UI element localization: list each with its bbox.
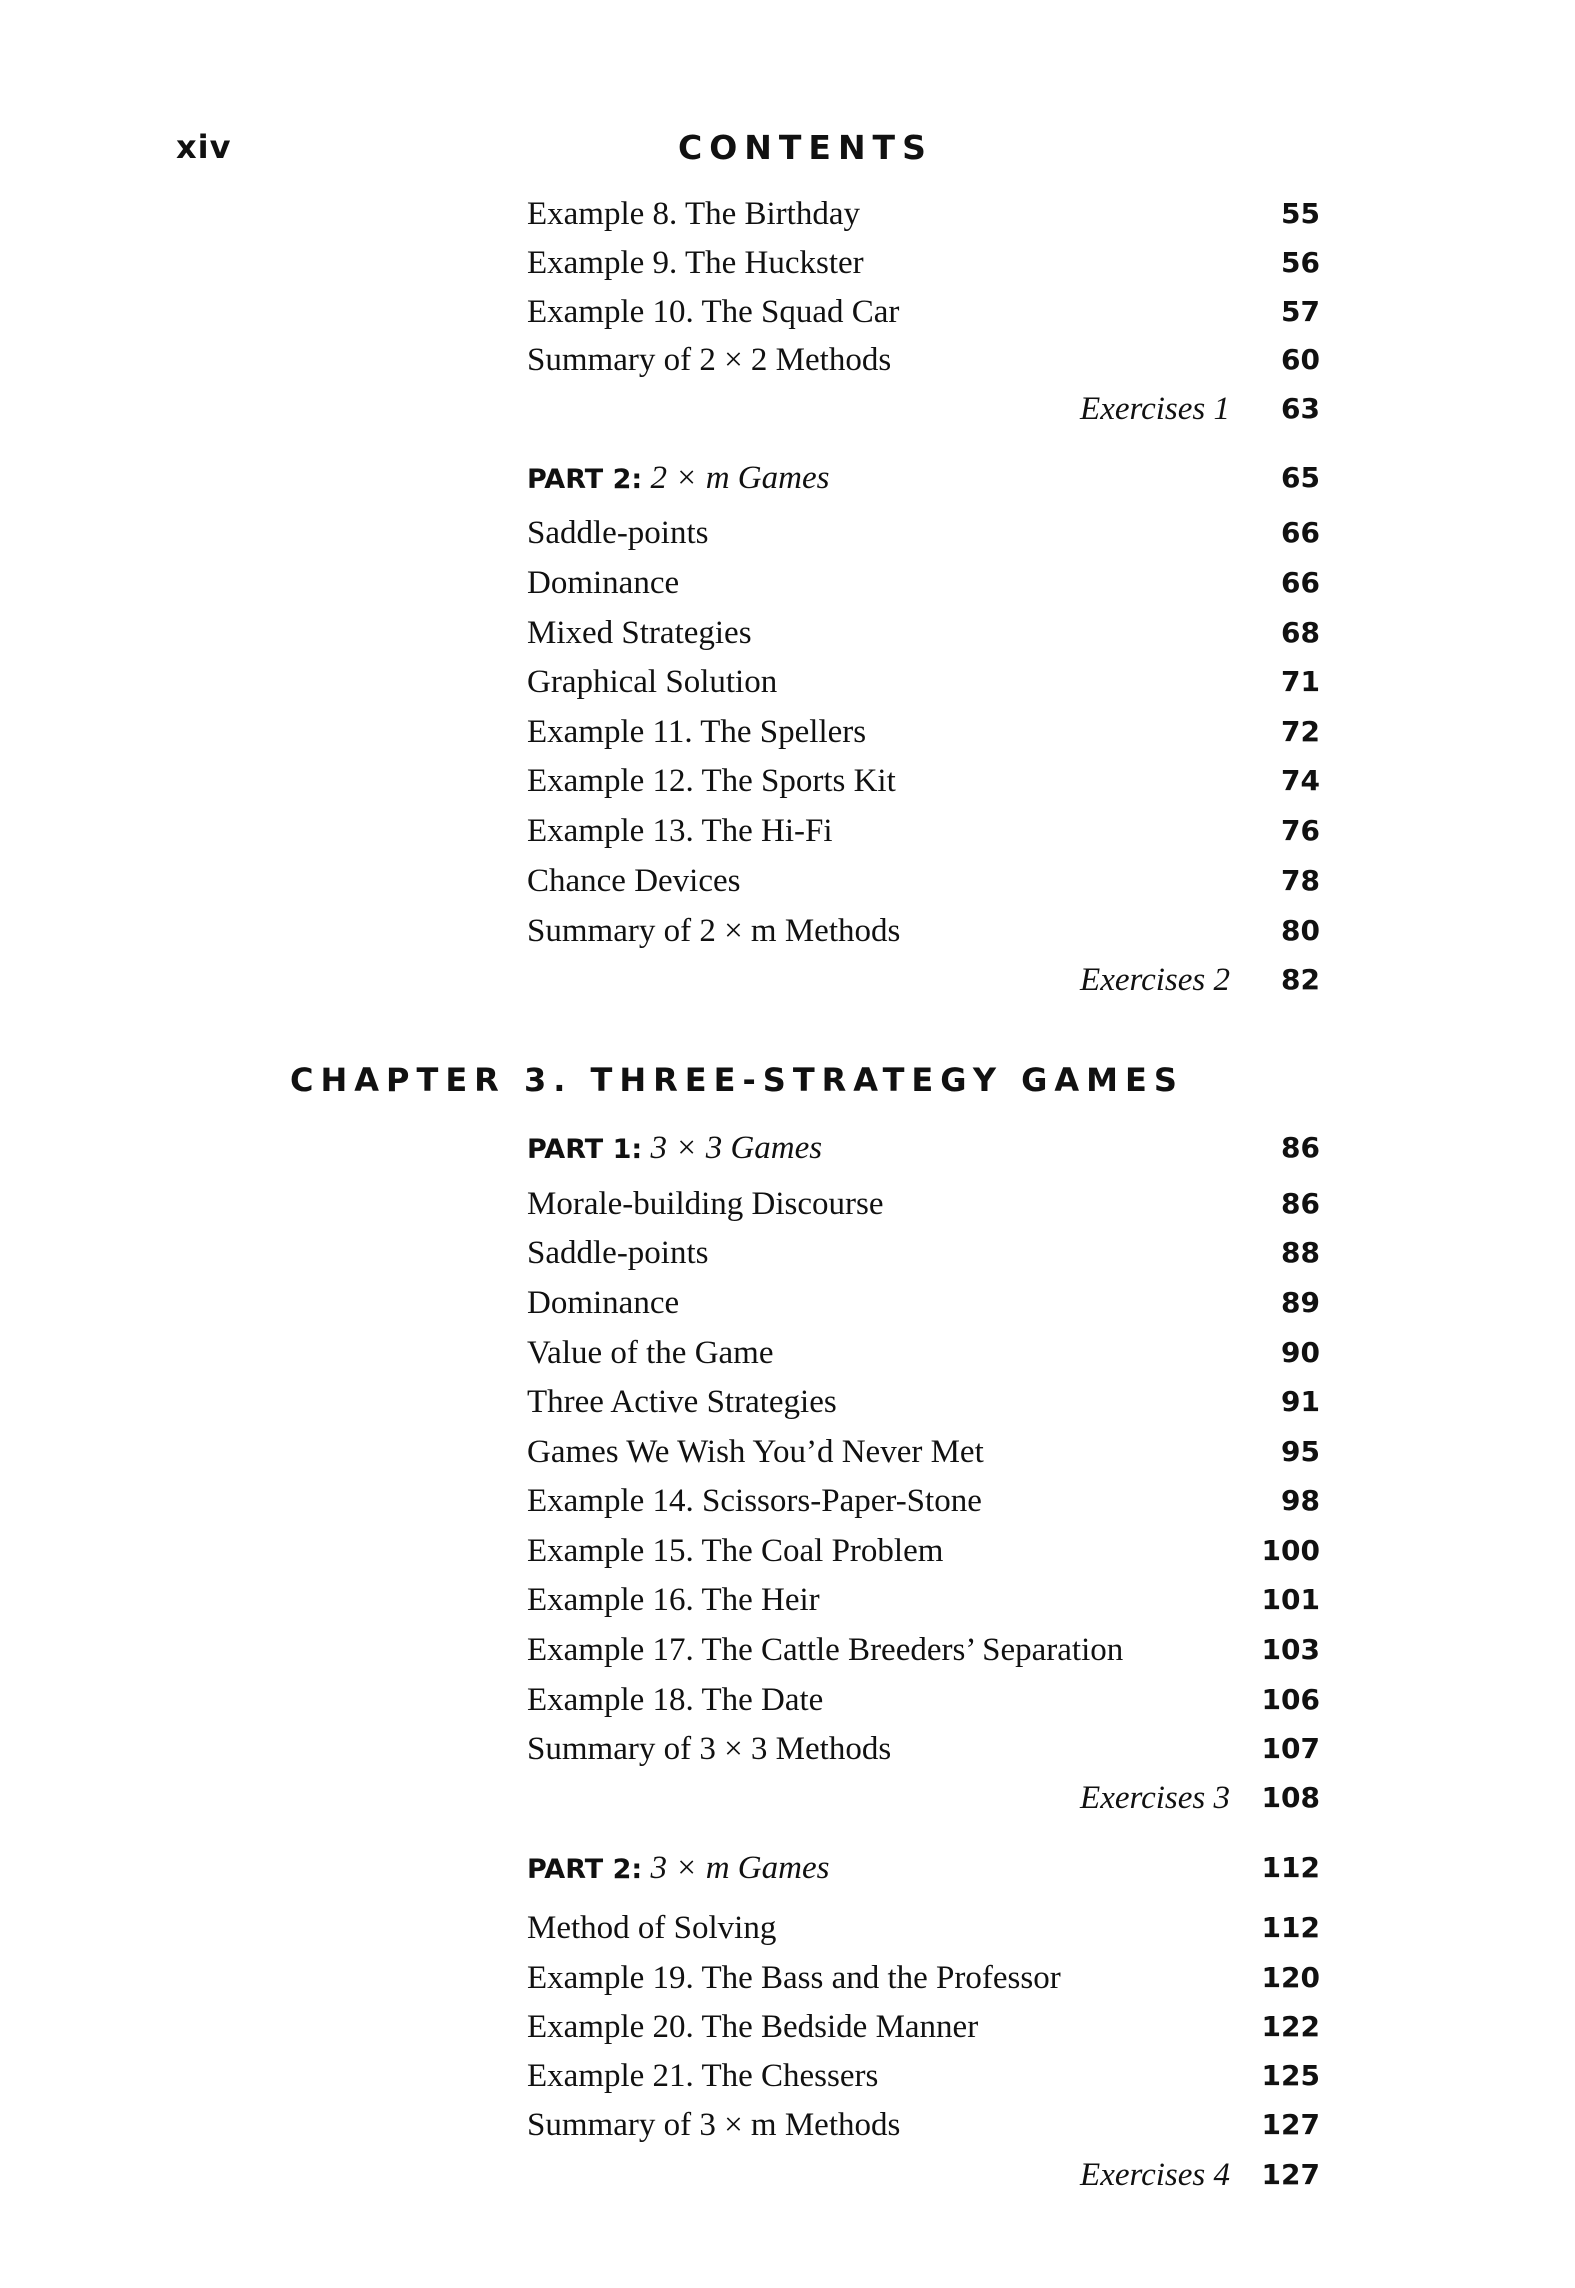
toc-entry xyxy=(0,1724,1575,1774)
toc-entry xyxy=(0,806,1575,856)
toc-exercise xyxy=(0,384,1575,434)
entry-page: 98 xyxy=(1281,1484,1320,1517)
toc-exercise xyxy=(0,2150,1575,2200)
toc-entry xyxy=(0,2051,1575,2101)
toc-part-heading xyxy=(0,1123,1575,1173)
entry-title: Graphical Solution xyxy=(527,664,778,700)
entry-page: 66 xyxy=(1281,566,1320,599)
part-title: 2 × m Games xyxy=(650,460,830,496)
entry-title: Example 19. The Bass and the Professor xyxy=(527,1960,1061,1996)
exercise-title: Exercises 3 xyxy=(1080,1780,1230,1816)
entry-page: 56 xyxy=(1281,246,1320,279)
toc-entry xyxy=(0,1526,1575,1576)
entry-title: Example 16. The Heir xyxy=(527,1582,820,1618)
entry-title: Value of the Game xyxy=(527,1335,774,1371)
entry-title: Summary of 3 × m Methods xyxy=(527,2107,901,2143)
entry-page: 106 xyxy=(1261,1683,1320,1716)
entry-title: Mixed Strategies xyxy=(527,615,752,651)
entry-page: 60 xyxy=(1281,343,1320,376)
part-label: PART 2: xyxy=(527,1854,643,1885)
entry-title: Example 17. The Cattle Breeders’ Separation xyxy=(527,1632,1124,1668)
part-heading xyxy=(527,1123,822,1175)
toc-entry xyxy=(0,1427,1575,1477)
entry-page: 78 xyxy=(1281,864,1320,897)
toc-entry xyxy=(0,2002,1575,2052)
part-label: PART 1: xyxy=(527,1134,643,1165)
entry-title: Morale-building Discourse xyxy=(527,1186,884,1222)
entry-page: 125 xyxy=(1261,2059,1320,2092)
entry-title: Example 21. The Chessers xyxy=(527,2058,879,2094)
entry-page: 72 xyxy=(1281,715,1320,748)
toc-entry xyxy=(0,1953,1575,2003)
entry-page: 90 xyxy=(1281,1336,1320,1369)
toc-exercise xyxy=(0,955,1575,1005)
entry-title: Example 8. The Birthday xyxy=(527,196,860,232)
entry-title: Example 11. The Spellers xyxy=(527,714,867,750)
toc-entry xyxy=(0,1675,1575,1725)
toc-entry xyxy=(0,1278,1575,1328)
entry-title: Example 9. The Huckster xyxy=(527,245,864,281)
toc-part-heading xyxy=(0,453,1575,503)
entry-title: Example 13. The Hi-Fi xyxy=(527,813,833,849)
toc-entry xyxy=(0,1328,1575,1378)
entry-title: Dominance xyxy=(527,565,680,601)
toc-entry xyxy=(0,508,1575,558)
entry-page: 108 xyxy=(1261,1781,1320,1814)
entry-title: Example 12. The Sports Kit xyxy=(527,763,896,799)
part-title: 3 × 3 Games xyxy=(650,1130,823,1166)
exercise-title: Exercises 4 xyxy=(1080,2157,1230,2193)
toc-entry xyxy=(0,335,1575,385)
toc-entry xyxy=(0,608,1575,658)
entry-title: Three Active Strategies xyxy=(527,1384,837,1420)
entry-page: 65 xyxy=(1281,461,1320,494)
entry-page: 88 xyxy=(1281,1236,1320,1269)
exercise-title: Exercises 1 xyxy=(1080,391,1230,427)
toc-entry xyxy=(0,1179,1575,1229)
toc-entry xyxy=(0,1377,1575,1427)
entry-page: 89 xyxy=(1281,1286,1320,1319)
entry-page: 112 xyxy=(1261,1851,1320,1884)
entry-page: 127 xyxy=(1261,2158,1320,2191)
entry-title: Example 20. The Bedside Manner xyxy=(527,2009,979,2045)
toc-entry xyxy=(0,1903,1575,1953)
entry-page: 74 xyxy=(1281,764,1320,797)
toc-entry xyxy=(0,707,1575,757)
entry-page: 103 xyxy=(1261,1633,1320,1666)
chapter-heading: CHAPTER 3. THREE-STRATEGY GAMES xyxy=(290,1061,1184,1099)
entry-page: 100 xyxy=(1261,1534,1320,1567)
entry-title: Example 18. The Date xyxy=(527,1682,824,1718)
entry-page: 86 xyxy=(1281,1131,1320,1164)
entry-title: Method of Solving xyxy=(527,1910,777,1946)
entry-page: 57 xyxy=(1281,295,1320,328)
entry-page: 112 xyxy=(1261,1911,1320,1944)
toc-entry xyxy=(0,1575,1575,1625)
entry-title: Dominance xyxy=(527,1285,680,1321)
toc-entry xyxy=(0,189,1575,239)
toc-entry xyxy=(0,558,1575,608)
part-title: 3 × m Games xyxy=(650,1850,830,1886)
toc-entry xyxy=(0,906,1575,956)
entry-page: 76 xyxy=(1281,814,1320,847)
entry-page: 63 xyxy=(1281,392,1320,425)
entry-page: 107 xyxy=(1261,1732,1320,1765)
toc-entry xyxy=(0,1476,1575,1526)
entry-page: 66 xyxy=(1281,516,1320,549)
part-heading xyxy=(527,453,829,505)
toc-entry xyxy=(0,287,1575,337)
part-label: PART 2: xyxy=(527,464,643,495)
toc-exercise xyxy=(0,1773,1575,1823)
toc-entry xyxy=(0,756,1575,806)
exercise-title: Exercises 2 xyxy=(1080,962,1230,998)
entry-title: Saddle-points xyxy=(527,1235,709,1271)
entry-page: 122 xyxy=(1261,2010,1320,2043)
entry-page: 91 xyxy=(1281,1385,1320,1418)
entry-page: 95 xyxy=(1281,1435,1320,1468)
part-heading xyxy=(527,1843,829,1895)
entry-page: 101 xyxy=(1261,1583,1320,1616)
entry-page: 55 xyxy=(1281,197,1320,230)
entry-title: Example 15. The Coal Problem xyxy=(527,1533,944,1569)
entry-title: Games We Wish You’d Never Met xyxy=(527,1434,984,1470)
entry-title: Example 14. Scissors-Paper-Stone xyxy=(527,1483,982,1519)
page-number: xiv xyxy=(176,128,232,166)
entry-page: 82 xyxy=(1281,963,1320,996)
toc-entry xyxy=(0,1625,1575,1675)
entry-title: Summary of 2 × 2 Methods xyxy=(527,342,892,378)
toc-entry xyxy=(0,2100,1575,2150)
entry-page: 120 xyxy=(1261,1961,1320,1994)
toc-entry xyxy=(0,238,1575,288)
toc-entry xyxy=(0,856,1575,906)
entry-page: 71 xyxy=(1281,665,1320,698)
running-header: CONTENTS xyxy=(678,128,933,167)
entry-title: Chance Devices xyxy=(527,863,741,899)
toc-part-heading xyxy=(0,1843,1575,1893)
entry-page: 127 xyxy=(1261,2108,1320,2141)
toc-entry xyxy=(0,1228,1575,1278)
entry-title: Summary of 2 × m Methods xyxy=(527,913,901,949)
entry-page: 68 xyxy=(1281,616,1320,649)
entry-page: 86 xyxy=(1281,1187,1320,1220)
entry-title: Saddle-points xyxy=(527,515,709,551)
entry-page: 80 xyxy=(1281,914,1320,947)
entry-title: Summary of 3 × 3 Methods xyxy=(527,1731,892,1767)
toc-entry xyxy=(0,657,1575,707)
entry-title: Example 10. The Squad Car xyxy=(527,294,900,330)
